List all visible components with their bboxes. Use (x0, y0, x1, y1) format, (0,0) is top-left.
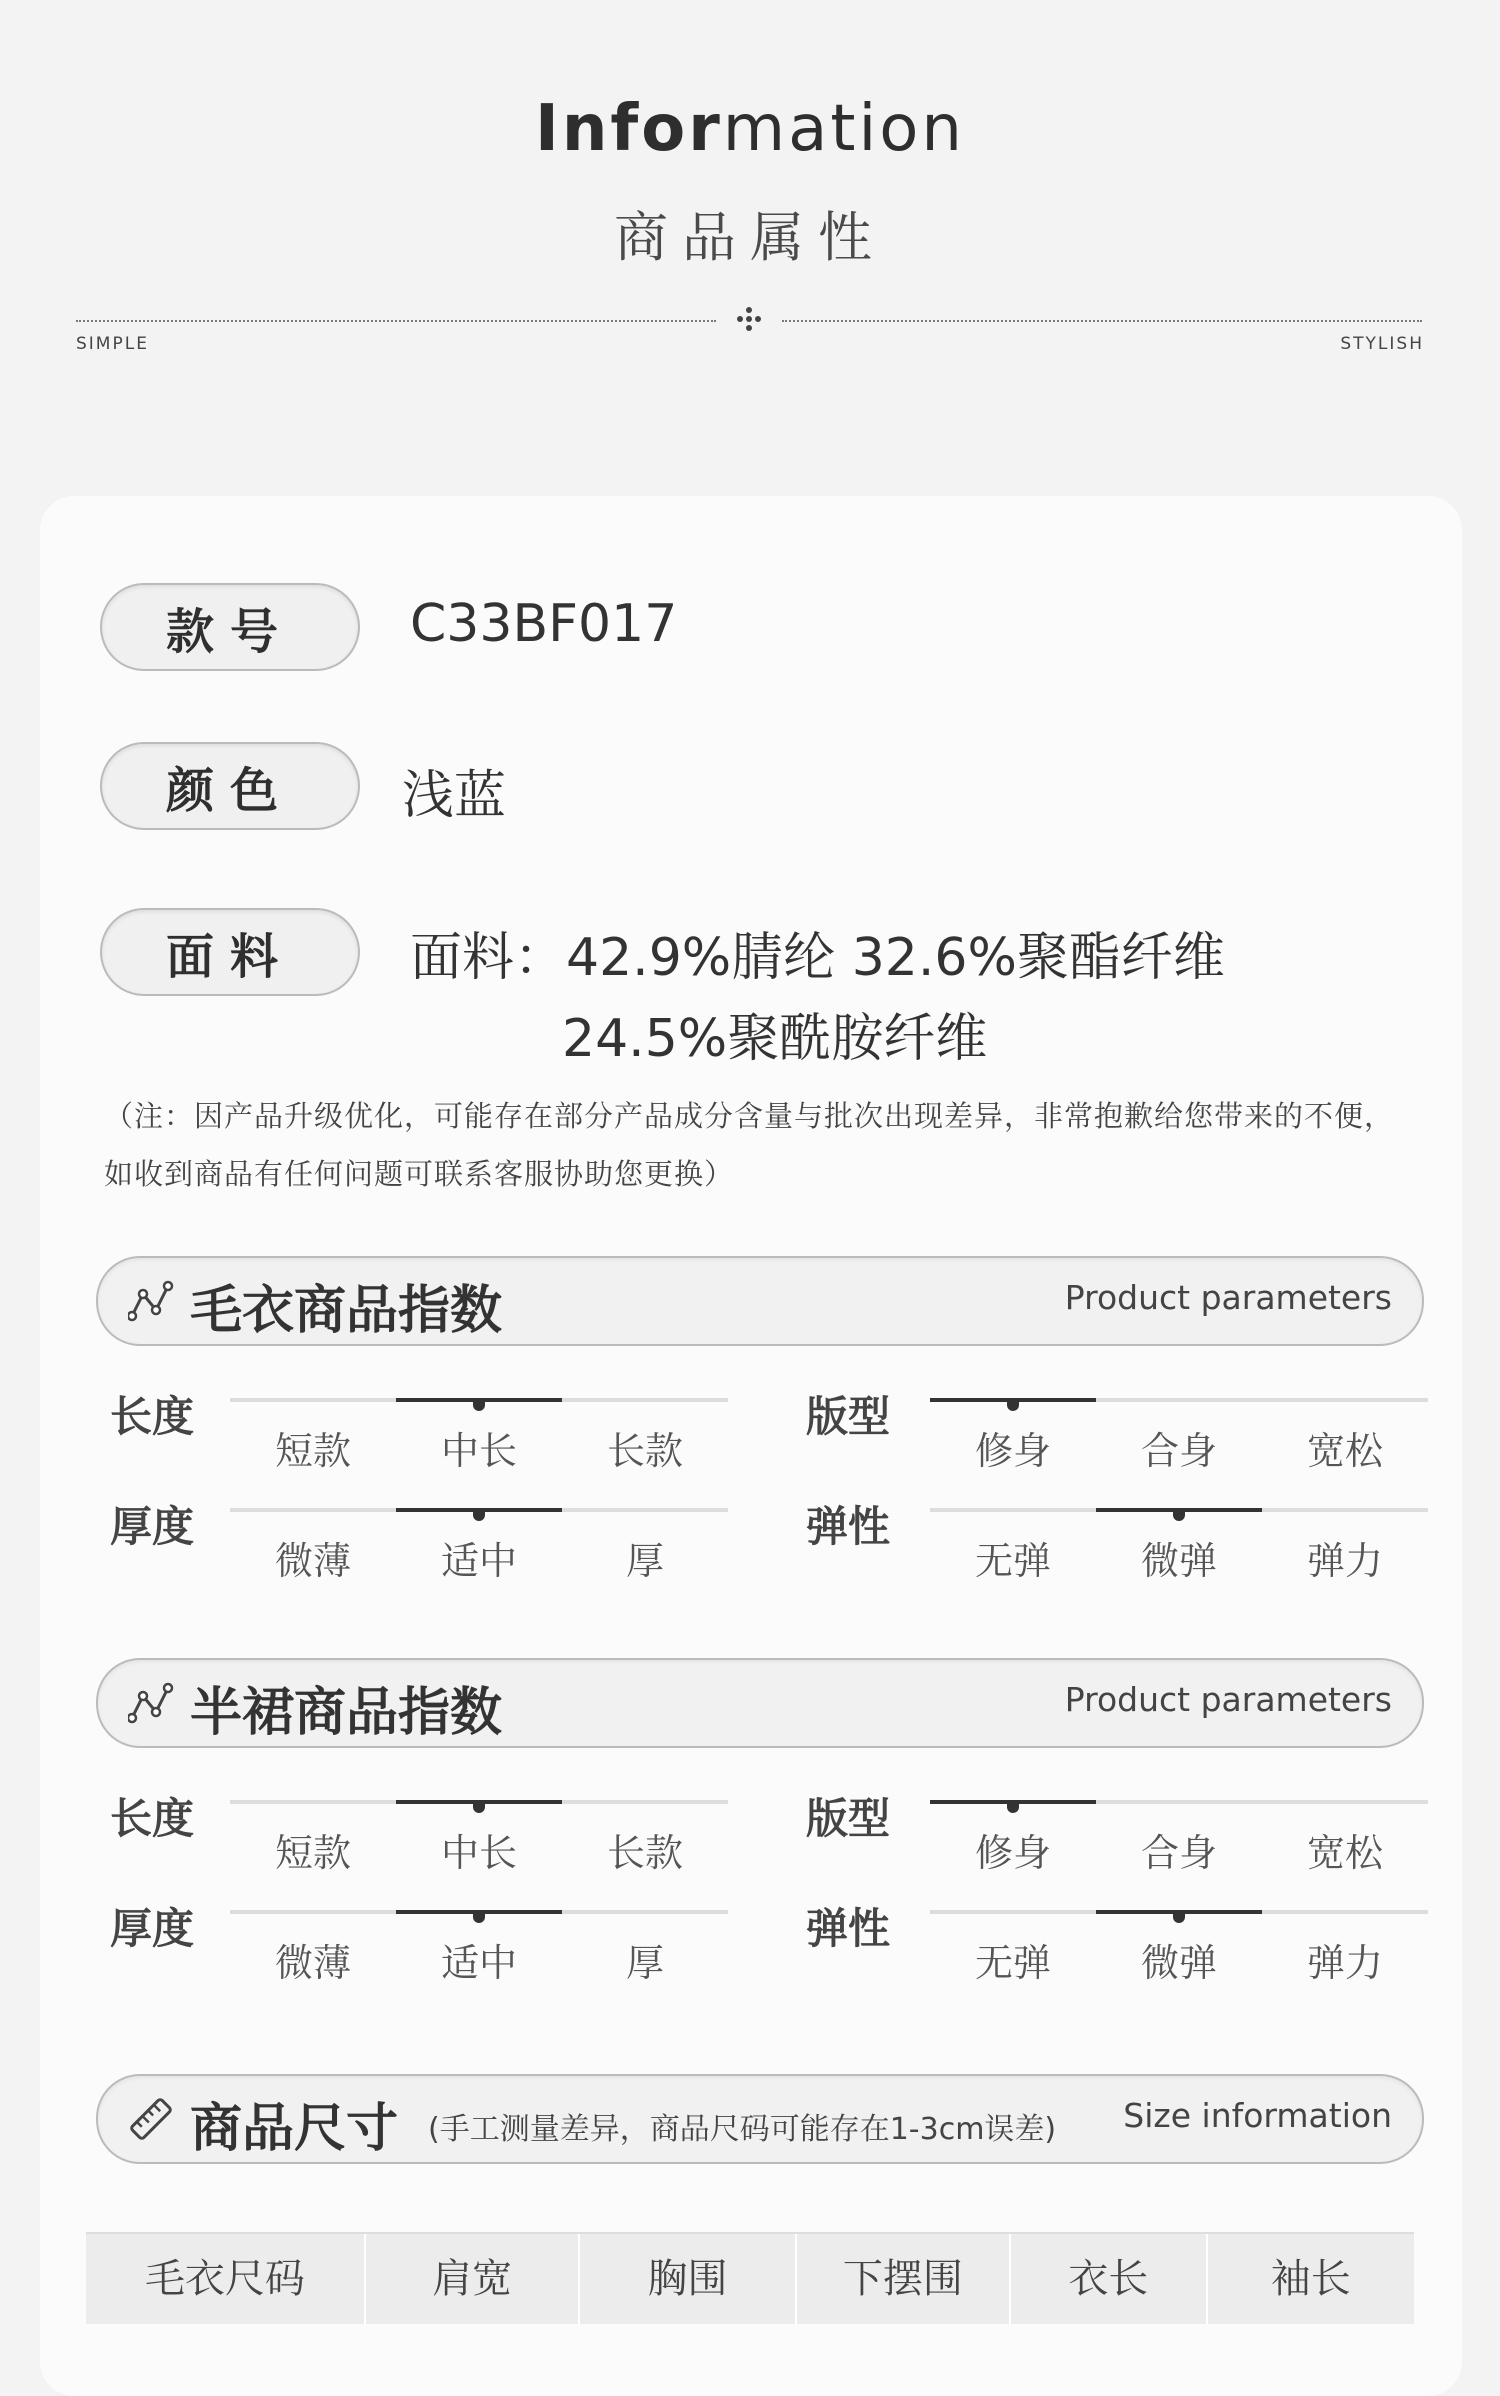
skirt_params-thickness-option: 厚 (625, 1941, 664, 1985)
sweater_params-fit-option: 合身 (1140, 1429, 1217, 1473)
skirt_params-length-option: 长款 (606, 1831, 683, 1875)
title-chinese: 商品属性 (614, 206, 886, 269)
sweater_params-thickness-option: 适中 (440, 1539, 517, 1583)
skirt_params-elasticity-label: 弹性 (806, 1904, 891, 1953)
sweater_params-elasticity-option: 微弹 (1140, 1539, 1217, 1583)
skirt_params-elasticity-option: 微弹 (1140, 1941, 1217, 1985)
sweater_params-elasticity-option: 无弹 (974, 1539, 1051, 1583)
note-line-1: （注：因产品升级优化，可能存在部分产品成分含量与批次出现差异，非常抱歉给您带来的不便， (104, 1099, 1395, 1133)
skirt_params-elasticity-option: 无弹 (974, 1941, 1051, 1985)
skirt_params-thickness-label: 厚度 (110, 1904, 195, 1953)
sweater-params-title: 毛衣商品指数 (190, 1281, 503, 1341)
ruler-icon (128, 2098, 174, 2140)
sweater_params-fit-option: 宽松 (1306, 1429, 1383, 1473)
sweater_params-length-option: 中长 (440, 1429, 517, 1473)
sweater_params-length-option: 短款 (274, 1429, 351, 1473)
skirt_params-thickness-option: 适中 (440, 1941, 517, 1985)
sweater_params-elasticity-label: 弹性 (806, 1502, 891, 1551)
fabric-label: 面料 (100, 908, 360, 996)
size-col: 衣长 (1011, 2234, 1208, 2324)
size-col: 袖长 (1270, 2256, 1351, 2302)
sweater_params-fit-option: 修身 (974, 1429, 1051, 1473)
color-label: 颜色 (100, 742, 360, 830)
title-en-bold: Infor (535, 92, 723, 166)
sweater-params-en: Product parameters (1064, 1278, 1392, 1317)
size-col: 下摆围 (797, 2234, 1011, 2324)
style-no-label: 款号 (100, 583, 360, 671)
title-en-light: mation (722, 92, 965, 166)
sweater_params-length-option: 长款 (606, 1429, 683, 1473)
sweater_params-thickness-label: 厚度 (110, 1502, 195, 1551)
skirt-params-title: 半裙商品指数 (190, 1683, 503, 1743)
skirt_params-fit-option: 修身 (974, 1831, 1051, 1875)
size-col: 毛衣尺码 (86, 2234, 366, 2324)
size-info-bar (96, 2074, 1424, 2164)
note-line-2: 如收到商品有任何问题可联系客服协助您更换） (104, 1157, 735, 1191)
size-info-subtitle: (手工测量差异，商品尺码可能存在1-3cm误差) (428, 2112, 1057, 2147)
skirt_params-elasticity-option: 弹力 (1306, 1941, 1383, 1985)
sweater_params-thickness-option: 微薄 (274, 1539, 351, 1583)
sweater_params-elasticity-option: 弹力 (1306, 1539, 1383, 1583)
sweater_params-thickness-option: 厚 (625, 1539, 664, 1583)
page-header (0, 0, 1500, 420)
trend-icon (128, 1280, 174, 1322)
skirt_params-length-label: 长度 (110, 1794, 195, 1843)
fabric-line-2: 24.5%聚酰胺纤维 (562, 1009, 988, 1069)
color-value: 浅蓝 (402, 766, 507, 826)
skirt_params-length-option: 短款 (274, 1831, 351, 1875)
divider-right (782, 320, 1422, 322)
skirt_params-length-option: 中长 (440, 1831, 517, 1875)
label-stylish: STYLISH (1340, 334, 1424, 354)
divider-left (76, 320, 716, 322)
size-info-en: Size information (1123, 2096, 1392, 2135)
size-table-header (86, 2232, 1414, 2324)
trend-icon (128, 1682, 174, 1724)
skirt_params-fit-option: 合身 (1140, 1831, 1217, 1875)
size-col: 肩宽 (366, 2234, 580, 2324)
skirt_params-fit-label: 版型 (806, 1794, 891, 1843)
size-col: 胸围 (580, 2234, 796, 2324)
sweater-params-bar (96, 1256, 1424, 1346)
ornament-icon (734, 304, 764, 334)
skirt_params-fit-option: 宽松 (1306, 1831, 1383, 1875)
sweater_params-length-label: 长度 (110, 1392, 195, 1441)
size-info-title: 商品尺寸 (190, 2099, 399, 2159)
style-no-value: C33BF017 (410, 594, 678, 654)
fabric-line-1: 面料：42.9%腈纶 32.6%聚酯纤维 (410, 928, 1225, 988)
skirt-params-en: Product parameters (1064, 1680, 1392, 1719)
sweater_params-fit-label: 版型 (806, 1392, 891, 1441)
skirt_params-thickness-option: 微薄 (274, 1941, 351, 1985)
skirt-params-bar (96, 1658, 1424, 1748)
label-simple: SIMPLE (76, 334, 149, 354)
title-english (0, 92, 1500, 166)
